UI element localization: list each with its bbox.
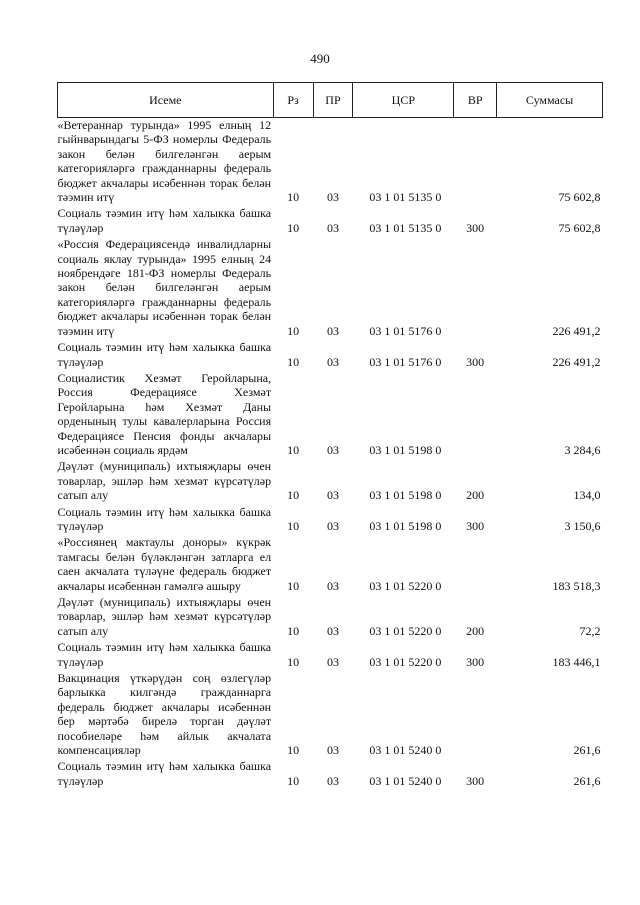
row-vr [454,118,497,207]
header-sum: Суммасы [497,83,603,118]
row-sum: 72,2 [579,623,601,638]
row-csr: 03 1 01 5198 0 [369,442,442,457]
header-csr: ЦСР [353,83,454,118]
row-rz: 10 [287,442,300,457]
table-row [58,340,603,371]
row-vr: 200 [466,623,485,638]
row-rz: 10 [287,773,300,788]
row-sum: 3 150,6 [564,518,601,533]
row-rz: 10 [287,743,300,758]
row-rz: 10 [287,518,300,533]
row-csr: 03 1 01 5176 0 [369,323,442,338]
table-row [58,595,603,640]
row-csr: 03 1 01 5198 0 [369,488,442,503]
row-csr: 03 1 01 5220 0 [369,654,442,669]
row-vr [454,671,497,759]
row-rz: 10 [287,654,300,669]
row-sum: 261,6 [573,773,601,788]
row-name: Социаль тәэмин итү һәм халыкка башка түләүләр [57,340,272,369]
row-sum: 3 284,6 [564,442,601,457]
row-csr: 03 1 01 5240 0 [369,773,442,788]
row-sum: 134,0 [573,488,601,503]
row-csr: 03 1 01 5240 0 [369,743,442,758]
table-row [58,671,603,759]
header-rz: Рз [273,83,313,118]
row-rz: 10 [287,488,300,503]
table-header [58,83,603,118]
row-sum: 226 491,2 [552,354,601,369]
row-pr: 03 [326,488,339,503]
row-vr [454,371,497,459]
row-vr: 300 [466,773,485,788]
row-rz: 10 [287,354,300,369]
row-pr: 03 [326,220,339,235]
header-pr: ПР [313,83,353,118]
table-row [58,640,603,671]
table-row [58,459,603,504]
row-pr: 03 [326,743,339,758]
row-vr: 300 [466,518,485,533]
header-name: Исеме [58,83,274,118]
row-sum: 75 602,8 [558,220,601,235]
row-name: Вакцинация үткәрүдән соң өзлегүләр барлыкка килгәндә гражданнарга федераль бюджет акчалары исәбеннән бер мәртәбә бирелә торган дәүләт пособиеләре һәм айлык акчалата компенсацияләр [57,671,272,758]
row-rz: 10 [287,623,300,638]
row-rz: 10 [287,220,300,235]
row-sum: 226 491,2 [552,323,601,338]
row-csr: 03 1 01 5135 0 [369,190,442,205]
row-rz: 10 [287,190,300,205]
page-number: 490 [310,51,330,66]
header-vr: ВР [454,83,497,118]
row-name: Социаль тәэмин итү һәм халыкка башка түләүләр [57,759,272,788]
row-pr: 03 [326,623,339,638]
row-vr [454,535,497,595]
row-vr: 200 [466,488,485,503]
row-sum: 75 602,8 [558,190,601,205]
row-name: «Россиянең мактаулы доноры» күкрәк тамгасы белән бүләкләнгән затларга ел саен акчалата түләүне федераль бюджет акчалары исәбеннән гамәлгә ашыру [57,535,272,593]
table-row [58,535,603,595]
row-pr: 03 [326,190,339,205]
table-row [58,206,603,237]
row-sum: 261,6 [573,743,601,758]
row-name: «Россия Федерациясендә инвалидларны социаль яклау турында» 1995 елның 24 ноябрендәге 181-ФЗ номерлы Федераль закон белән билгеләнгән аерым категорияләргә гражданнарны федераль бюджет акчалары исәбеннән торак белән тәэмин итү [57,237,272,338]
row-pr: 03 [326,773,339,788]
table-row [58,237,603,340]
row-csr: 03 1 01 5220 0 [369,578,442,593]
row-name: Дәүләт (муниципаль) ихтыяҗлары өчен товарлар, эшләр һәм хезмәт күрсәтүләр сатып алу [57,459,272,503]
budget-table [57,82,603,790]
row-name: Дәүләт (муниципаль) ихтыяҗлары өчен товарлар, эшләр һәм хезмәт күрсәтүләр сатып алу [57,595,272,638]
row-vr: 300 [466,354,485,369]
row-pr: 03 [326,578,339,593]
row-csr: 03 1 01 5135 0 [369,220,442,235]
row-csr: 03 1 01 5176 0 [369,354,442,369]
row-pr: 03 [326,518,339,533]
table-row [58,118,603,207]
row-pr: 03 [326,354,339,369]
row-pr: 03 [326,323,339,338]
row-name: Социалистик Хезмәт Геройларына, Россия Федерациясе Хезмәт Геройларына һәм Хезмәт Даны орденының тулы кавалерларына Россия Федерациясе Пенсия фонды акчалары исәбеннән социаль ярдәм [57,370,272,457]
row-name: Социаль тәэмин итү һәм халыкка башка түләүләр [57,206,272,235]
row-name: «Ветераннар турында» 1995 елның 12 гыйнварындагы 5-ФЗ номерлы Федераль закон белән билгеләнгән аерым категорияләргә гражданнарны федераль бюджет акчалары исәбеннән торак белән тәэмин итү [57,118,272,205]
row-vr [454,237,497,340]
table-row [58,505,603,536]
table-row [58,371,603,459]
row-rz: 10 [287,578,300,593]
row-sum: 183 518,3 [552,578,601,593]
table-body [58,118,603,791]
row-csr: 03 1 01 5198 0 [369,518,442,533]
row-csr: 03 1 01 5220 0 [369,623,442,638]
row-vr: 300 [466,654,485,669]
row-sum: 183 446,1 [552,654,601,669]
row-name: Социаль тәэмин итү һәм халыкка башка түләүләр [57,504,272,533]
row-pr: 03 [326,654,339,669]
row-vr: 300 [466,220,485,235]
row-name: Социаль тәэмин итү һәм халыкка башка түләүләр [57,640,272,669]
row-pr: 03 [326,442,339,457]
table-row [58,759,603,790]
row-rz: 10 [287,323,300,338]
